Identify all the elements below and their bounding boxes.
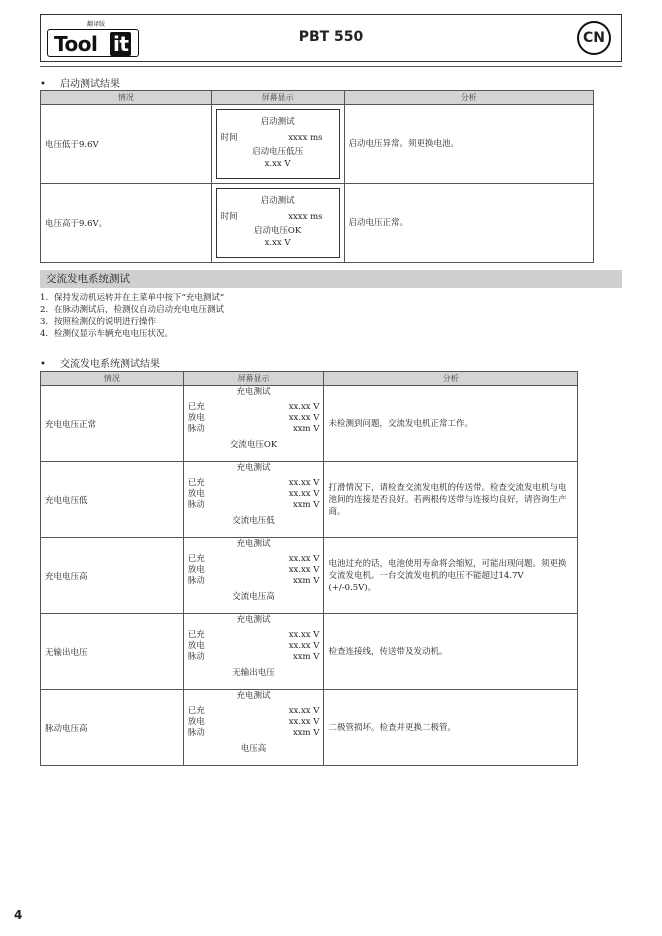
screen-label: 放电 — [187, 489, 205, 499]
section-heading-text: 启动测试结果 — [60, 79, 120, 90]
step-number: 2. — [40, 305, 49, 315]
tester-screen — [216, 188, 340, 258]
screen-value: xx.xx V — [288, 554, 320, 564]
screen-value: xx.xx V — [288, 478, 320, 488]
screen-label: 脉动 — [187, 576, 205, 586]
screen-row — [188, 630, 320, 641]
screen-value: xx.xx V — [288, 706, 320, 716]
condition-cell: 无输出电压 — [41, 614, 184, 690]
analysis-cell: 未检测到问题，交流发电机正常工作。 — [324, 386, 578, 462]
screen-title: 充电测试 — [236, 387, 271, 397]
screen-value: xxm V — [292, 576, 320, 586]
screen-row — [217, 132, 339, 144]
startup-results-table — [40, 90, 594, 263]
col-header-screen: 屏幕显示 — [183, 372, 324, 386]
screen-label: 时间 — [220, 212, 238, 222]
tester-screen — [184, 691, 324, 765]
screen-value: xxxx ms — [288, 133, 323, 143]
screen-label: 放电 — [187, 717, 205, 727]
screen-value: xx.xx V — [288, 641, 320, 651]
screen-row — [188, 652, 320, 663]
screen-value: xxm V — [292, 424, 320, 434]
screen-label: 已充 — [187, 478, 205, 488]
screen-value: xxm V — [292, 500, 320, 510]
col-header-condition: 情况 — [41, 372, 184, 386]
page-number: 4 — [14, 908, 23, 922]
table-row — [41, 184, 594, 263]
screen-status: 无输出电压 — [232, 668, 275, 678]
logo-subtitle: 翻译版 — [87, 21, 106, 28]
step-text: 保持发动机运转并在主菜单中按下“充电测试” — [54, 293, 225, 303]
screen-label: 脉动 — [187, 500, 205, 510]
screen-cell — [211, 105, 344, 184]
screen-row — [188, 554, 320, 565]
language-badge: CN — [577, 21, 611, 55]
logo-text: Tool — [54, 32, 98, 56]
analysis-cell: 检查连接线，传送带及发动机。 — [324, 614, 578, 690]
step-text: 按照检测仪的说明进行操作 — [54, 317, 157, 327]
screen-value: xx.xx V — [288, 717, 320, 727]
analysis-cell: 打滑情况下，请检查交流发电机的传送带。检查交流发电机与电池间的连接是否良好。若两根传送带与连接均良好，请咨询生产商。 — [324, 462, 578, 538]
table-row — [41, 538, 578, 614]
tester-screen — [216, 109, 340, 179]
screen-value: xx.xx V — [288, 413, 320, 423]
step-number: 1. — [40, 293, 49, 303]
screen-cell — [183, 690, 324, 766]
screen-label: 已充 — [187, 554, 205, 564]
tester-screen — [184, 463, 324, 537]
section-heading-startup — [40, 75, 120, 90]
table-row — [41, 462, 578, 538]
screen-title: 充电测试 — [236, 691, 271, 701]
table-row — [41, 105, 594, 184]
analysis-cell: 启动电压正常。 — [344, 184, 594, 263]
screen-status: 启动电压OK — [253, 226, 302, 236]
col-header-analysis: 分析 — [324, 372, 578, 386]
analysis-cell: 启动电压异常。须更换电池。 — [344, 105, 594, 184]
condition-cell: 电压高于9.6V。 — [41, 184, 212, 263]
screen-label: 放电 — [187, 641, 205, 651]
col-header-condition: 情况 — [41, 91, 212, 105]
screen-cell — [211, 184, 344, 263]
screen-row — [188, 728, 320, 739]
tester-screen — [184, 615, 324, 689]
tester-screen — [184, 387, 324, 461]
step-number: 3. — [40, 317, 49, 327]
screen-label: 脉动 — [187, 424, 205, 434]
step-text: 在脉动测试后，检测仪自动启动充电电压测试 — [54, 305, 225, 315]
screen-label: 已充 — [187, 402, 205, 412]
screen-label: 放电 — [187, 565, 205, 575]
section-heading-text: 交流发电系统测试结果 — [60, 359, 160, 370]
screen-title: 启动测试 — [260, 117, 295, 127]
screen-title: 充电测试 — [236, 539, 271, 549]
screen-row — [188, 717, 320, 728]
tester-screen — [184, 539, 324, 613]
screen-status: 交流电压低 — [232, 516, 275, 526]
col-header-screen: 屏幕显示 — [211, 91, 344, 105]
screen-cell — [183, 538, 324, 614]
screen-status: 电压高 — [240, 744, 267, 754]
screen-value: xx.xx V — [288, 489, 320, 499]
list-item — [40, 292, 224, 304]
screen-row — [217, 211, 339, 223]
screen-row — [188, 706, 320, 717]
screen-label: 时间 — [220, 133, 238, 143]
analysis-cell: 二极管损坏。检查并更换二极管。 — [324, 690, 578, 766]
table-header-row — [41, 372, 578, 386]
page-header — [40, 14, 622, 62]
condition-cell: 电压低于9.6V — [41, 105, 212, 184]
screen-title: 充电测试 — [236, 463, 271, 473]
bullet: • — [40, 359, 46, 370]
alternator-results-table — [40, 371, 578, 766]
step-number: 4. — [40, 329, 49, 339]
screen-title: 启动测试 — [260, 196, 295, 206]
screen-row — [188, 424, 320, 435]
screen-status: 交流电压OK — [229, 440, 278, 450]
screen-row — [188, 500, 320, 511]
screen-value: xx.xx V — [288, 565, 320, 575]
steps-list — [40, 292, 224, 340]
screen-label: 放电 — [187, 413, 205, 423]
screen-row — [188, 641, 320, 652]
screen-status: 交流电压高 — [232, 592, 275, 602]
screen-label: 脉动 — [187, 652, 205, 662]
list-item — [40, 316, 224, 328]
header-divider — [40, 66, 622, 67]
screen-label: 脉动 — [187, 728, 205, 738]
screen-row — [188, 565, 320, 576]
screen-row — [188, 576, 320, 587]
screen-row — [188, 478, 320, 489]
screen-cell — [183, 614, 324, 690]
section-bar-alternator-test: 交流发电系统测试 — [40, 270, 622, 288]
screen-value: xxm V — [292, 728, 320, 738]
logo-it: it — [110, 32, 131, 56]
screen-cell — [183, 462, 324, 538]
analysis-cell: 电池过充的话，电池使用寿命将会缩短，可能出现问题。须更换交流发电机。一台交流发电机的电压不能超过14.7V (+/-0.5V)。 — [324, 538, 578, 614]
screen-status: 启动电压低压 — [252, 147, 304, 157]
bullet: • — [40, 79, 46, 90]
screen-voltage: x.xx V — [264, 159, 291, 169]
screen-cell — [183, 386, 324, 462]
col-header-analysis: 分析 — [344, 91, 594, 105]
table-row — [41, 386, 578, 462]
screen-title: 充电测试 — [236, 615, 271, 625]
step-text: 检测仪显示车辆充电电压状况。 — [54, 329, 174, 339]
table-row — [41, 614, 578, 690]
list-item — [40, 328, 224, 340]
document-title: PBT 550 — [298, 29, 364, 45]
screen-value: xx.xx V — [288, 630, 320, 640]
condition-cell: 充电电压低 — [41, 462, 184, 538]
table-row — [41, 690, 578, 766]
screen-row — [188, 402, 320, 413]
condition-cell: 充电电压高 — [41, 538, 184, 614]
screen-row — [188, 413, 320, 424]
condition-cell: 充电电压正常 — [41, 386, 184, 462]
screen-value: xx.xx V — [288, 402, 320, 412]
condition-cell: 脉动电压高 — [41, 690, 184, 766]
screen-label: 已充 — [187, 706, 205, 716]
screen-row — [188, 489, 320, 500]
screen-voltage: x.xx V — [264, 238, 291, 248]
screen-label: 已充 — [187, 630, 205, 640]
list-item — [40, 304, 224, 316]
screen-value: xxxx ms — [288, 212, 323, 222]
table-header-row — [41, 91, 594, 105]
screen-value: xxm V — [292, 652, 320, 662]
section-heading-alternator-results — [40, 355, 160, 370]
